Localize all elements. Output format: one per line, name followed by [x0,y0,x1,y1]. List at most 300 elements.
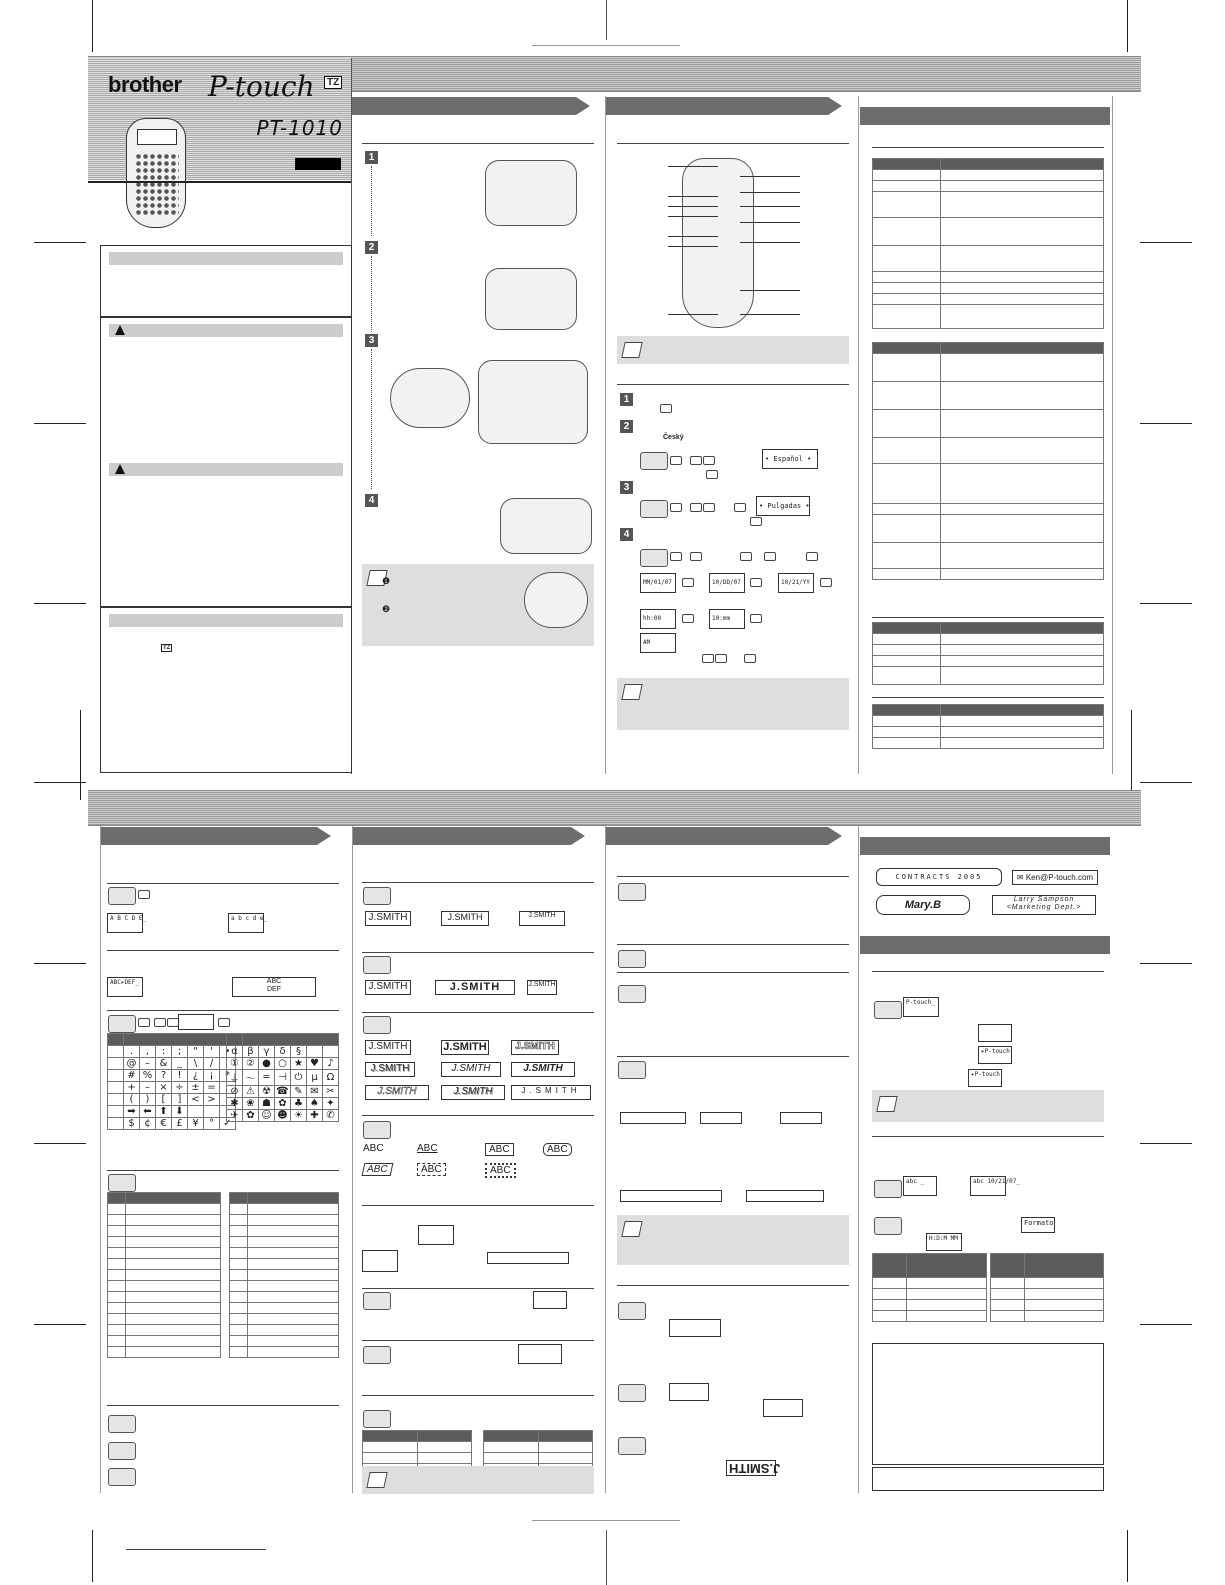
frame-sample-none: ABC [363,1143,384,1154]
frame-sample-round: ABC [543,1143,572,1156]
label-size-medium: J.SMITH [441,911,489,926]
label-style-italic-outline: J.SMITH [365,1085,429,1100]
symbol-cell: Ω [323,1070,339,1086]
rule [362,143,594,144]
symbol-cell: ⚠ [243,1086,259,1098]
callout-line [740,176,800,177]
warning-box [100,317,352,607]
cursor-left-key[interactable] [702,654,714,663]
step-connector [371,166,372,236]
symbol-cell: & [156,1058,172,1070]
lcd-length [418,1225,454,1245]
rule [617,1285,849,1286]
lcd-date-format-2: 10/DD/07 [709,573,745,593]
symbol-cell [188,1106,204,1118]
precautions-box [100,607,352,773]
symbol-cell: ☎ [276,1086,289,1097]
note-icon [621,342,642,358]
lcd-memory-1 [978,1024,1012,1042]
callout-line [740,222,800,223]
hand-icon [640,452,668,470]
symbol-cell: ② [243,1058,259,1070]
symbol-cell: ] [172,1094,188,1106]
tz-badge: TZ [324,76,342,89]
symbol-cell: ¥ [188,1118,204,1130]
label-margin-narrow [780,1112,822,1124]
symbol-cell: γ [259,1046,275,1058]
lcd-unit: • Pulgadas • [756,496,810,516]
enter-key[interactable] [750,517,762,526]
symbol-cell: µ [307,1070,323,1086]
rule [872,147,1104,148]
column-header-getting-started [352,97,576,115]
lcd-numbering-start [669,1383,709,1401]
enter-key[interactable] [734,503,746,512]
rule [872,1136,1104,1137]
label-width-narrow: J.SMITH [527,980,557,995]
caution-bar [109,463,343,476]
lcd-ampm: AM [640,633,676,653]
symbol-cell: ✓ [220,1118,236,1130]
symbol-cell: + [124,1082,140,1094]
symbol-cell: ✿ [275,1098,291,1110]
tape-insert-illustration [478,360,588,444]
cursor-left-key[interactable] [764,552,776,561]
column-header-memory [860,936,1110,954]
symbol-key[interactable] [138,1018,150,1027]
mirror-print-sample [726,1460,781,1476]
symbol-cell [307,1046,323,1058]
symbol-cell [323,1046,339,1058]
hand-icon [618,1061,646,1079]
rule [617,1056,849,1057]
crop-mark [1140,1324,1192,1325]
crop-mark [34,603,86,604]
symbol-cell: ⬆ [156,1106,172,1118]
step-number: 3 [365,334,378,347]
symbol-cell: – [140,1058,156,1070]
crop-mark [1140,423,1192,424]
note-icon [621,684,642,700]
symbol-cell: ° [204,1118,220,1130]
symbol-cell: ☗ [259,1098,275,1110]
symbol-cell: ; [172,1046,188,1058]
warning-icon [115,325,125,335]
crop-mark [92,0,93,52]
callout-line [668,166,718,167]
callout-line [668,206,718,207]
lcd-date-before: abc _ [903,1176,937,1196]
symbol-cell: ⬇ [172,1106,188,1118]
hand-icon [640,549,668,567]
rule [362,1288,594,1289]
symbol-cell: ✉ [307,1086,323,1098]
rule [617,384,849,385]
hand-icon [363,1016,391,1034]
spec-table [872,704,1104,749]
symbol-cell: ⊘ [227,1086,243,1098]
label-size-large: J.SMITH [365,911,411,926]
center-mark [532,45,680,46]
symbol-cell: " [188,1046,204,1058]
symbol-cell: ○ [275,1058,291,1070]
note-box [872,1090,1104,1122]
lcd-tape-width [518,1344,562,1364]
label-two-line: ABC DEF [232,977,316,997]
lcd-date-format-3: 10/21/YY [778,573,814,593]
crop-mark [1140,963,1192,964]
hand-icon [640,500,668,518]
larry-line-1: Larry Sampson [1013,896,1075,903]
hand-icon [618,985,646,1003]
hand-icon [363,1410,391,1428]
label-style-bold: J.SMITH [441,1040,489,1055]
symbol-cell: $ [124,1118,140,1130]
frame-sample-dashed: ABC [417,1163,446,1176]
battery-illustration [485,268,577,330]
caps-key[interactable] [138,890,150,899]
symbol-cell: ☺ [259,1110,275,1122]
function-key[interactable] [670,552,682,561]
label-width-normal: J.SMITH [365,980,411,995]
model-name: PT-1010 [256,116,343,140]
adapter-illustration [524,572,588,628]
hand-icon [874,1001,902,1019]
black-bar [295,158,341,170]
hand-icon [618,1302,646,1320]
symbol-cell: # [124,1070,140,1082]
symbol-cell: § [291,1046,307,1058]
center-mark [532,1520,680,1521]
mirror-text: J.SMITH [729,1461,781,1476]
troubleshoot-table [872,622,1104,685]
lcd-lowercase: a b c d e_ [228,913,264,933]
callout-line [740,206,800,207]
cursor-right-key[interactable] [703,503,715,512]
lcd-two-line-entry: ABC▸DEF_ [107,977,143,997]
cursor-left-key[interactable] [690,552,702,561]
product-logo: P-touch [208,70,315,103]
function-key[interactable] [670,456,682,465]
callout-line [740,290,800,291]
symbol-cell: ═ [259,1070,275,1086]
note-box [617,678,849,730]
column-divider [858,96,859,774]
column-header-samples [860,837,1110,855]
symbol-cell: ☀ [291,1110,307,1122]
hand-icon [874,1217,902,1235]
center-mark [606,1530,607,1585]
symbol-cell: ¡ [204,1070,220,1082]
symbol-cell: – [140,1082,156,1094]
rule [617,143,849,144]
symbol-cell: δ [275,1046,291,1058]
symbol-cell: ☻ [275,1110,291,1122]
accent-table-right [229,1192,339,1358]
lcd-symbol [178,1014,214,1030]
bottom-link[interactable] [126,1549,266,1550]
symbol-cell: ⏻ [291,1070,307,1086]
symbol-cell: ? [156,1070,172,1082]
symbol-cell: ① [227,1058,243,1070]
rule [617,944,849,945]
hand-icon [108,887,136,905]
brand-header [88,58,351,180]
enter-key[interactable] [218,1018,230,1027]
bottom-banner [88,790,1141,826]
symbol-cell: > [204,1094,220,1106]
rule [362,1205,594,1206]
cursor-right-key[interactable] [703,456,715,465]
step-number: 4 [365,494,378,507]
symbol-cell: ☢ [259,1086,275,1098]
cursor-left-key[interactable] [690,503,702,512]
power-key[interactable] [660,404,672,413]
label-style-italic-bold: J.SMITH [511,1062,575,1077]
rule [362,1012,594,1013]
symbol-cell: . [124,1046,140,1058]
hand-icon [108,1468,136,1486]
caution-icon [115,464,125,474]
label-chain-print-2 [746,1190,824,1202]
lcd-time-format-2: 10:mm [709,609,745,629]
enter-key[interactable] [820,578,832,587]
rule [362,882,594,883]
label-width-wide: J.SMITH [435,980,515,995]
format-table-right [990,1253,1104,1322]
column-divider [352,826,353,1493]
info-box [872,1343,1104,1465]
callout-line [668,236,718,237]
note-box [617,1215,849,1265]
label-style-shadow: J.SMITH [365,1062,415,1077]
symbol-cell: ⊣ [275,1070,291,1086]
symbol-cell: ● [259,1058,275,1070]
rule [362,1340,594,1341]
note-item-1: ❶ [382,576,391,586]
symbol-cell: ❀ [243,1098,259,1110]
symbol-cell: ✆ [323,1110,339,1122]
step-number: 2 [365,241,378,254]
enter-key[interactable] [750,614,762,623]
symbol-cell: ➡ [124,1106,140,1118]
symbol-cell: ★ [291,1058,307,1070]
crop-mark [34,963,86,964]
rule [107,1170,339,1171]
symbol-cell: ¢ [140,1118,156,1130]
lcd-memory: P-touch_ [903,997,939,1017]
label-style-outline: J.SMITH [511,1040,559,1055]
hand-icon [363,1121,391,1139]
symbol-cell: ✦ [323,1098,339,1110]
enter-key[interactable] [682,578,694,587]
column-header-reference [860,107,1110,125]
symbol-cell: ÷ [172,1082,188,1094]
rule [107,950,339,951]
lcd-date-format-1: MM/01/07 [640,573,676,593]
accent-table-left [107,1192,221,1358]
step-connector [371,349,372,489]
symbol-cell: _ [172,1058,188,1070]
symbol-cell: , [140,1046,156,1058]
larry-line-2: <Marketing Dept.> [1006,904,1082,911]
cover-removal-illustration [485,160,577,226]
rule [107,1010,339,1011]
picture-symbol-table [226,1033,339,1122]
symbol-cell: ✎ [291,1086,307,1098]
rule [872,617,1104,618]
lcd-numbering [669,1319,721,1337]
lcd-language: • Español • [762,449,818,469]
hand-icon [108,1174,136,1192]
crop-mark [1127,1530,1128,1582]
symbol-cell: ! [172,1070,188,1082]
keyboard-diagram [682,158,754,328]
symbol-cell: × [156,1082,172,1094]
symbol-cell: < [188,1094,204,1106]
cursor-right-key[interactable] [715,654,727,663]
callout-line [668,314,718,315]
rule [617,876,849,877]
rule [107,883,339,884]
hand-icon [363,1292,391,1310]
hand-icon [618,1384,646,1402]
note-icon [366,1472,387,1488]
intro-box [100,245,352,317]
symbol-cell: ¿ [188,1070,204,1082]
section-bar [109,252,343,265]
tz-badge-small: TZ [163,645,171,651]
symbol-cell: \ [188,1058,204,1070]
symbol-cell: ♥ [307,1058,323,1070]
label-style-vertical: J.SMITH [511,1085,591,1100]
rule [362,1395,594,1396]
enter-key[interactable] [740,552,752,561]
symbol-cell: @ [124,1058,140,1070]
hand-icon [108,1015,136,1033]
symbol-cell: ' [204,1046,220,1058]
cursor-left-key[interactable] [154,1018,166,1027]
hand-icon [618,950,646,968]
enter-key[interactable] [806,552,818,561]
symbol-cell [204,1106,220,1118]
column-divider [858,826,859,1493]
note-box [362,1466,594,1494]
callout-line [740,192,800,193]
callout-line [668,196,718,197]
footer-box [872,1467,1104,1491]
crop-mark [34,1143,86,1144]
lcd-format: Formato [1021,1217,1055,1233]
label-margin-full [620,1112,686,1124]
rule [362,1115,594,1116]
column-header-printing [606,827,828,845]
crop-mark [1127,0,1128,52]
cover-close-illustration [500,498,592,554]
sample-label-mary: Mary.B [876,895,970,915]
tape-cassette-detail [390,368,470,428]
enter-key[interactable] [750,578,762,587]
device-keypad [135,153,179,217]
callout-line [740,314,800,315]
lcd-memory-2: ▸P-touch [978,1046,1012,1064]
column-header-entering-text [101,827,317,845]
note-icon [621,1221,642,1237]
enter-key[interactable] [682,614,694,623]
column-divider [605,96,606,774]
crop-mark [1140,603,1192,604]
column-divider [605,826,606,1493]
hand-icon [108,1415,136,1433]
lcd-uppercase: A B C D E_ [107,913,143,933]
error-table [872,342,1104,580]
symbol-cell: ⬅ [140,1106,156,1118]
symbol-cell: ( [124,1094,140,1106]
language-label: Český [663,434,684,441]
symbol-cell: ♠ [307,1098,323,1110]
sample-label-email: ✉ Ken@P-touch.com [1012,870,1098,885]
cursor-left-key[interactable] [690,456,702,465]
lcd-date-after: abc 10/21/07_ [970,1176,1006,1196]
device-illustration [126,118,186,228]
lcd-time: H:D:M MM [926,1233,962,1251]
rule [107,1405,339,1406]
symbol-cell: ) [140,1094,156,1106]
punctuation-symbol-table [107,1033,236,1130]
symbol-cell: % [140,1070,156,1082]
note-item-2: ❷ [382,604,391,614]
hand-icon [108,1442,136,1460]
hand-icon [618,1437,646,1455]
step-number: 3 [620,481,633,494]
rule [872,697,1104,698]
function-table [872,158,1104,329]
symbol-cell: 〜 [243,1070,259,1086]
hand-icon [363,887,391,905]
enter-key[interactable] [744,654,756,663]
note-box [617,336,849,364]
crop-mark [34,782,86,783]
rule [362,952,594,953]
label-length-preview [487,1252,569,1264]
lcd-time-format-1: hh:00 [640,609,676,629]
brand-logo: brother [108,72,182,97]
function-key[interactable] [670,503,682,512]
section-bar [109,614,343,627]
symbol-cell: £ [172,1118,188,1130]
column-divider [100,826,101,1493]
symbol-cell: ✂ [323,1086,339,1098]
crop-mark [1140,1143,1192,1144]
hand-icon [618,883,646,901]
center-mark [606,0,607,40]
crop-mark [92,1530,93,1582]
symbol-cell: : [156,1046,172,1058]
format-table-left [872,1253,987,1322]
enter-key[interactable] [706,470,718,479]
symbol-cell: ✿ [243,1110,259,1122]
step-number: 4 [620,528,633,541]
symbol-cell: / [204,1058,220,1070]
brand-underline [88,181,351,183]
column-divider [1112,96,1113,774]
symbol-cell: * [220,1070,236,1082]
note-box [362,564,594,646]
symbol-cell: ✈ [227,1110,243,1122]
crop-mark [1140,242,1192,243]
callout-line [668,246,718,247]
lcd-length-result [362,1250,398,1272]
